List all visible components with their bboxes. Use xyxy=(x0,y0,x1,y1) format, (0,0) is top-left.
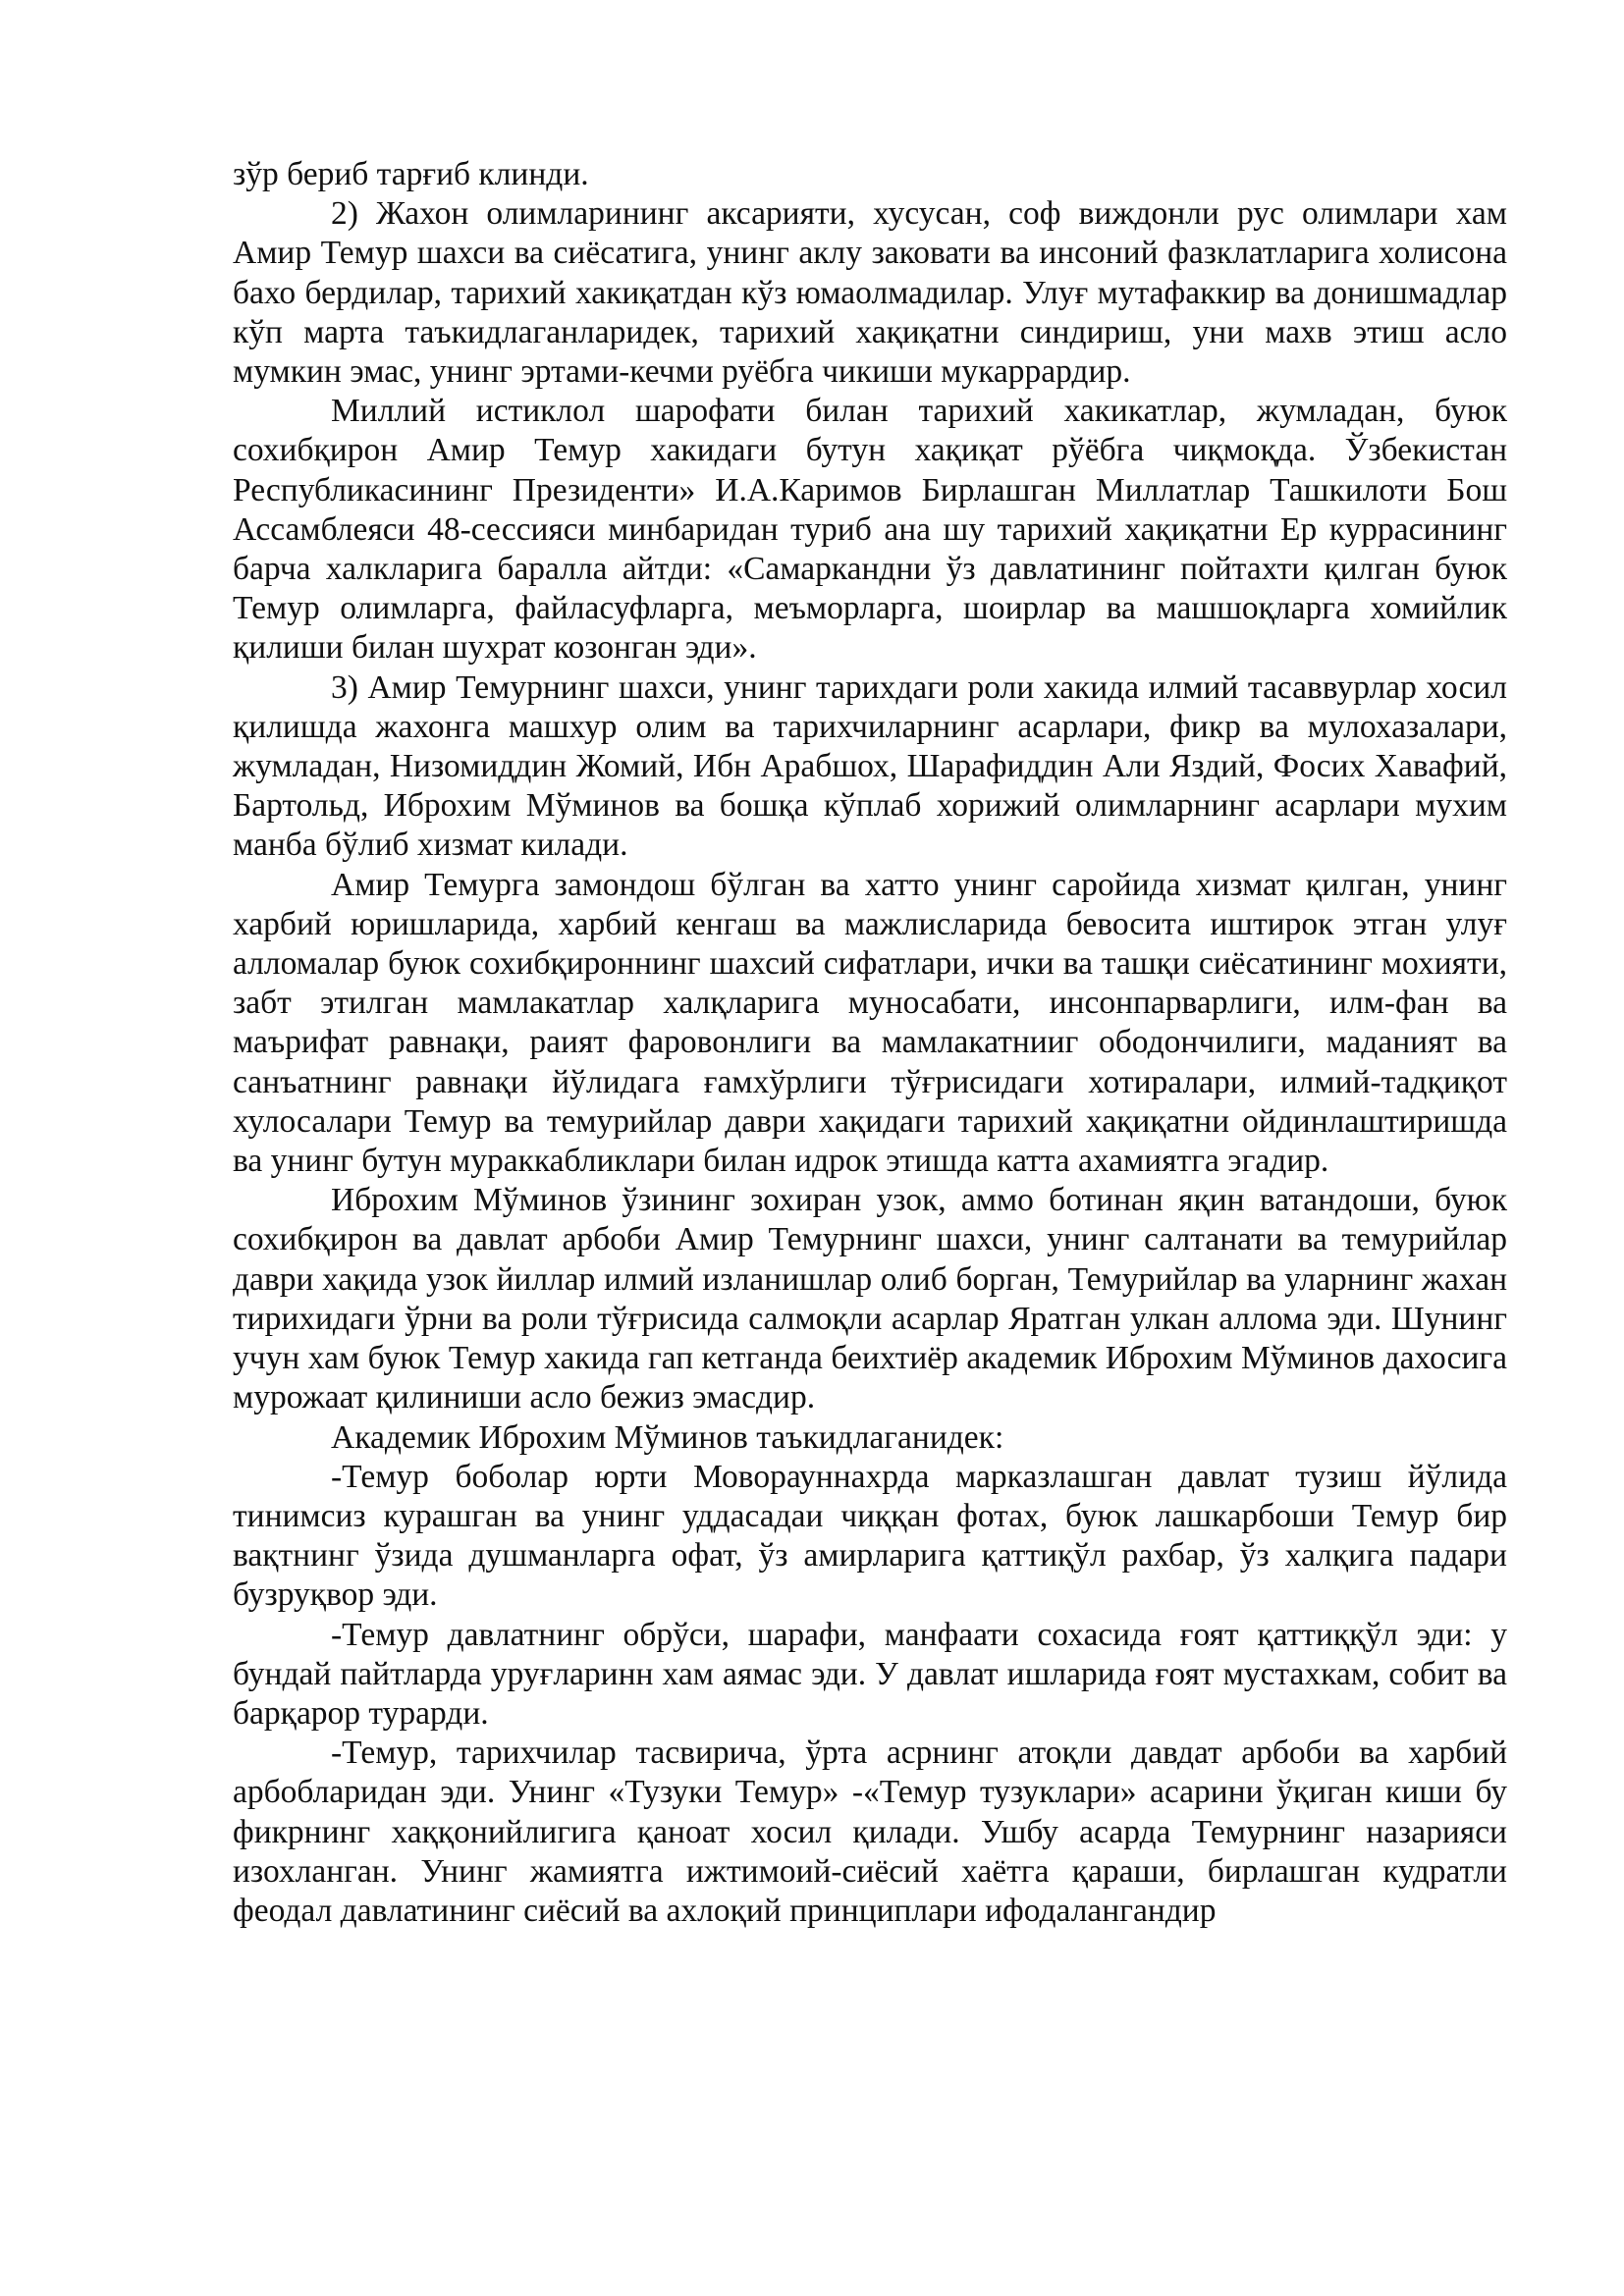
document-body xyxy=(233,155,1507,1931)
paragraph: Академик Иброхим Мўминов таъкидлаганидек: xyxy=(331,1418,1004,1456)
paragraph-continuation: зўр бериб тарғиб клинди. xyxy=(233,156,589,192)
paragraph: -Темур боболар юрти Моворауннахрда марказлашган давлат тузиш йўлида тинимсиз курашган ва унинг уддасадаи чиққан фотах, буюк лашкарбоши Темур бир вақтнинг ўзида душманларга офат, ўз амирларига қаттиқўл рахбар, ўз халқига падари бузруқвор эди. xyxy=(233,1458,1507,1614)
paragraph: -Темур, тарихчилар тасвирича, ўрта асрнинг атоқли давдат арбоби ва харбий арбобларидан эди. Унинг «Тузуки Темур» -«Темур тузуклари» асарини ўқиган киши бу фикрнинг хаққонийлигига қаноат хосил қилади. Ушбу асарда Темурнинг назарияси изохланган. Унинг жамиятга ижтимоий-сиёсий хаётга қараши, бирлашган кудратли феодал давлатининг сиёсий ва ахлоқий принциплари ифодалангандир xyxy=(233,1735,1507,1929)
paragraph: 3) Амир Темурнинг шахси, унинг тарихдаги роли хакида илмий тасаввурлар хосил қилишда жахонга машхур олим ва тарихчиларнинг асарлари, фикр ва мулохазалари, жумладан, Низомиддин Жомий, Ибн Арабшох, Шарафиддин Али Яздий, Фосих Хавафий, Бартольд, Иброхим Мўминов ва бошқа кўплаб хорижий олимларнинг асарлари мухим манба бўлиб хизмат килади. xyxy=(233,668,1507,864)
paragraph: 2) Жахон олимларининг аксарияти, хусусан, соф виждонли рус олимлари хам Амир Темур шахси ва сиёсатига, унинг аклу заковати ва инсоний фазклатларига холисона бахо бердилар, тарихий хакиқатдан кўз юмаолмадилар. Улуғ мутафаккир ва донишмадлар кўп марта таъкидлаганларидек, тарихий хақиқатни синдириш, уни махв этиш асло мумкин эмас, унинг эртами-кечми руёбга чикиши мукаррардир. xyxy=(233,195,1507,391)
paragraph: Миллий истиклол шарофати билан тарихий хакикатлар, жумладан, буюк сохибқирон Амир Темур хакидаги бутун хақиқат рўёбга чиқмоқда. Ўзбекистан Республикасининг Президенти» И.А.Каримов Бирлашган Миллатлар Ташкилоти Бош Ассамблеяси 48-сессияси минбаридан туриб ана шу тарихий хақиқатни Ер куррасининг барча халкларига баралла айтди: «Самаркандни ўз давлатининг пойтахти қилган буюк Темур олимларга, файласуфларга, меъморларга, шоирлар ва машшоқларга хомийлик қилиши билан шухрат козонган эди». xyxy=(233,393,1507,667)
paragraph: Иброхим Мўминов ўзининг зохиран узок, аммо ботинан яқин ватандоши, буюк сохибқирон ва давлат арбоби Амир Темурнинг шахси, унинг салтанати ва темурийлар даври хақида узок йиллар илмий изланишлар олиб борган, Темурийлар ва уларнинг жахан тирихидаги ўрни ва роли тўғрисида салмоқли асарлар Яратган улкан аллома эди. Шунинг учун хам буюк Темур хакида гап кетганда беихтиёр академик Иброхим Мўминов дахосига мурожаат қилиниши асло бежиз эмасдир. xyxy=(233,1182,1507,1416)
paragraph: -Темур давлатнинг обрўси, шарафи, манфаати сохасида ғоят қаттиққўл эди: у бундай пайтларда уруғларинн хам аямас эди. У давлат ишларида ғоят мустахкам, собит ва барқарор турарди. xyxy=(233,1616,1507,1732)
paragraph: Амир Темурга замондош бўлган ва хатто унинг саройида хизмат қилган, унинг харбий юришларида, харбий кенгаш ва мажлисларида бевосита иштирок этган улуғ алломалар буюк сохибқироннинг шахсий сифатлари, ички ва ташқи сиёсатининг мохияти, забт этилган мамлакатлар халқларига муносабати, инсонпарварлиги, илм-фан ва маърифат равнақи, раият фаровонлиги ва мамлакатнииг ободончилиги, маданият ва санъатнинг равнақи йўлидага ғамхўрлиги тўғрисидаги хотиралари, илмий-тадқиқот хулосалари Темур ва темурийлар даври хақидаги тарихий хақиқатни ойдинлаштиришда ва унинг бутун мураккабликлари билан идрок этишда катта ахамиятга эгадир. xyxy=(233,866,1507,1180)
